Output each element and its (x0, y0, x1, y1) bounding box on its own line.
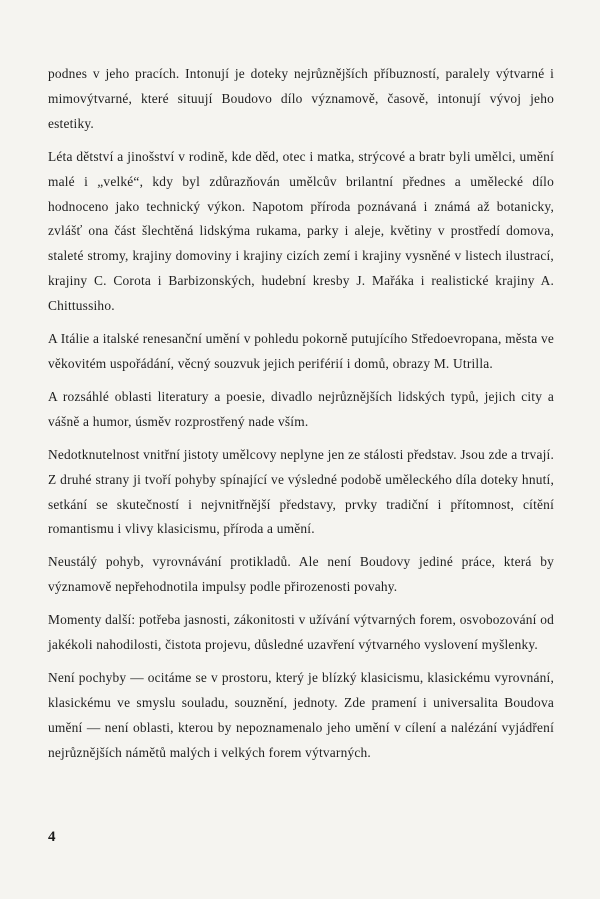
paragraph: Není pochyby — ocitáme se v prostoru, který je blízký klasicismu, klasickému vyrovnání, klasickému ve smyslu souladu, souznění, jednoty. Zde pramení i universalita Boudova umění — není oblasti, kterou by nepoznamenalo jeho umění v cílení a nalézání vyjádření nejrůznějších námětů malých i velkých forem výtvarných. (48, 669, 554, 760)
page-number: 4 (48, 829, 56, 845)
body-text (48, 62, 554, 774)
paragraph: Momenty další: potřeba jasnosti, zákonitosti v užívání výtvarných forem, osvobozování od jakékoli nahodilosti, čistota projevu, důsledné uzavření výtvarného vyslovení myšlenky. (48, 612, 554, 653)
paragraph: Léta dětství a jinošství v rodině, kde děd, otec i matka, strýcové a bratr byli umělci, umění malé i „velké“, kdy byl zdůrazňován umělcův brilantní přednes a umělecké dílo hodnoceno jako technický výkon. Napotom příroda poznávaná i známá až botanicky, zvlášť ona část šlechtěná lidskýma rukama, parky i aleje, květiny v prostředí domova, staleté stromy, krajiny domoviny i krajiny cizích zemí i krajiny vysněné v listech ilustrací, krajiny C. Corota i Barbizonských, hudební kresby J. Mařáka i realistické krajiny A. Chittussiho. (48, 148, 554, 314)
paragraph: Nedotknutelnost vnitřní jistoty umělcovy neplyne jen ze stálosti představ. Jsou zde a trvají. Z druhé strany ji tvoří pohyby spínající ve výsledné podobě uměleckého díla doteky hnutí, setkání se skutečností i nejvnitřnější představy, prvky tradiční i přítomnost, cítění romantismu i vlivy klasicismu, příroda a umění. (48, 446, 554, 537)
paragraph: Neustálý pohyb, vyrovnávání protikladů. Ale není Boudovy jediné práce, která by významově nepřehodnotila impulsy podle přirozenosti povahy. (48, 554, 554, 595)
paragraph: A Itálie a italské renesanční umění v pohledu pokorně putujícího Středoevropana, města ve věkovitém uspořádání, věcný souzvuk jejich periférií i domů, obrazy M. Utrilla. (48, 331, 554, 371)
paragraph: podnes v jeho pracích. Intonují je doteky nejrůznějších příbuzností, paralely výtvarné i mimovýtvarné, které situují Boudovo dílo významově, časově, intonují vývoj jeho estetiky. (48, 66, 554, 131)
paragraph: A rozsáhlé oblasti literatury a poesie, divadlo nejrůznějších lidských typů, jejich city a vášně a humor, úsměv rozprostřený nade vším. (48, 388, 554, 429)
